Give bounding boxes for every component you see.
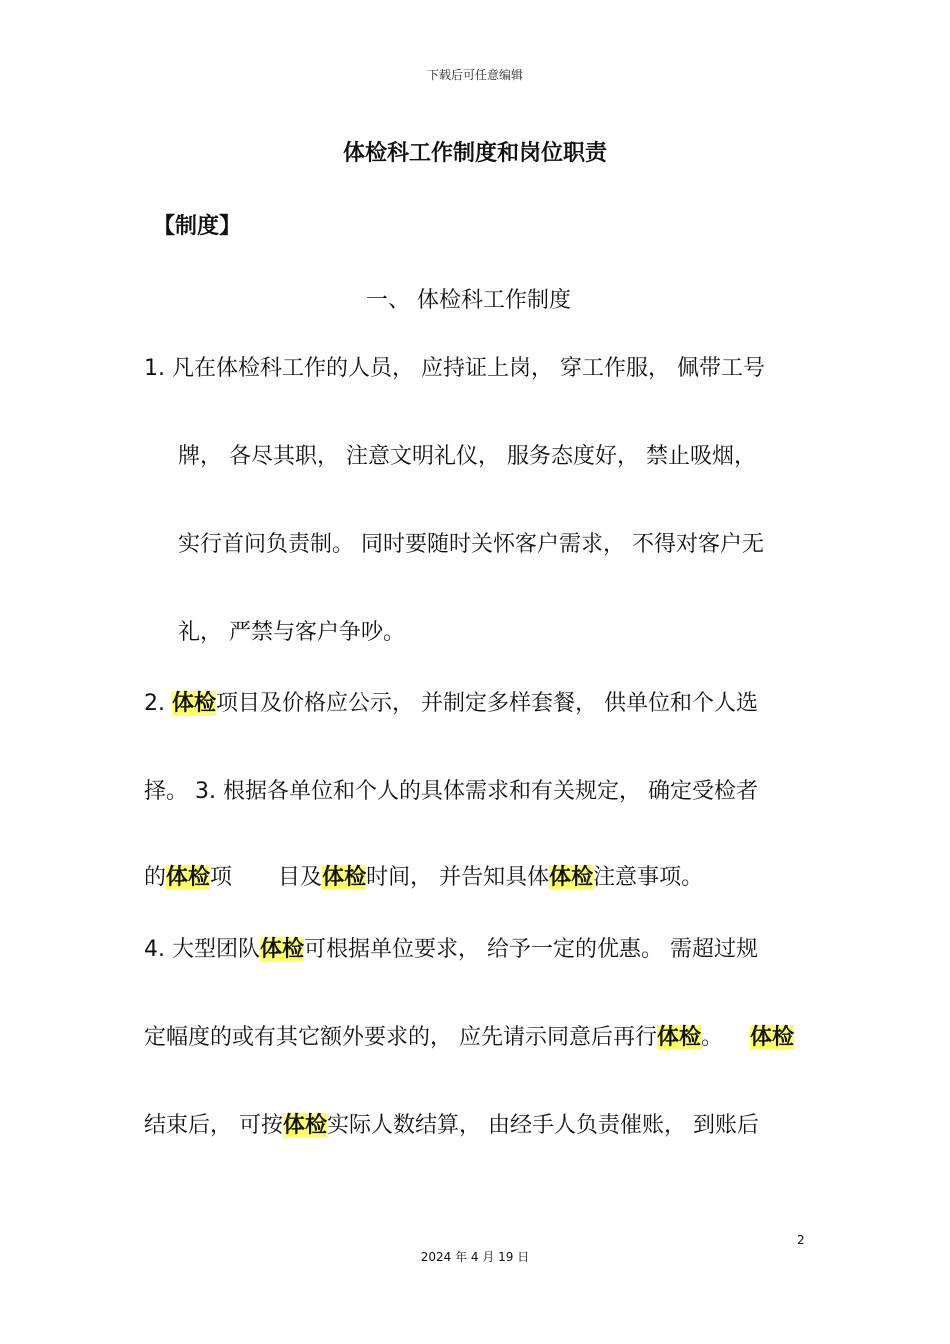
highlighted-term: 体检 — [259, 937, 304, 962]
text-run: 可根据单位要求， 给予一定的优惠。 需超过规 — [304, 937, 758, 962]
highlighted-term: 体检 — [171, 691, 216, 716]
text-run: 时间， 并告知具体 — [366, 865, 550, 890]
section-label: 【制度】 — [153, 214, 242, 239]
paragraph-line — [144, 863, 703, 893]
text-run: 注意事项。 — [593, 865, 704, 890]
paragraph-line: 1. 凡在体检科工作的人员， 应持证上岗， 穿工作服， 佩带工号 — [144, 356, 765, 381]
paragraph-line — [144, 689, 758, 719]
text-run: 定幅度的或有其它额外要求的， 应先请示同意后再行 — [144, 1025, 657, 1050]
highlighted-term: 体检 — [322, 865, 367, 890]
page-number: 2 — [797, 1233, 805, 1247]
text-run: 目及 — [278, 865, 323, 890]
text-run: 项 — [210, 865, 233, 890]
paragraph-line — [144, 935, 758, 965]
text-run: 。 — [701, 1025, 731, 1050]
text-run: 结束后， 可按 — [144, 1113, 283, 1138]
highlighted-term: 体检 — [750, 1025, 795, 1050]
text-run: 4. 大型团队 — [144, 937, 260, 962]
header-note: 下载后可任意编辑 — [426, 68, 523, 82]
highlighted-term: 体检 — [166, 865, 211, 890]
text-run: 2. — [144, 691, 172, 716]
paragraph-line: 礼， 严禁与客户争吵。 — [178, 620, 405, 645]
subheading: 一、 体检科工作制度 — [366, 288, 571, 313]
text-run: 的 — [144, 865, 167, 890]
paragraph-line: 实行首问负责制。 同时要随时关怀客户需求， 不得对客户无 — [178, 532, 764, 557]
footer-date: 2024 年 4 月 19 日 — [420, 1250, 530, 1264]
paragraph-line: 牌， 各尽其职， 注意文明礼仪， 服务态度好， 禁止吸烟， — [178, 444, 756, 469]
highlighted-term: 体检 — [283, 1113, 328, 1138]
paragraph-line: 择。 3. 根据各单位和个人的具体需求和有关规定， 确定受检者 — [144, 779, 758, 804]
text-run: 项目及价格应公示， 并制定多样套餐， 供单位和个人选 — [216, 691, 758, 716]
text-run: 实际人数结算， 由经手人负责催账， 到账后 — [327, 1113, 760, 1138]
document-title: 体检科工作制度和岗位职责 — [342, 141, 607, 166]
paragraph-line — [144, 1111, 759, 1141]
highlighted-term: 体检 — [549, 865, 594, 890]
highlighted-term: 体检 — [657, 1025, 702, 1050]
paragraph-line — [144, 1023, 794, 1053]
